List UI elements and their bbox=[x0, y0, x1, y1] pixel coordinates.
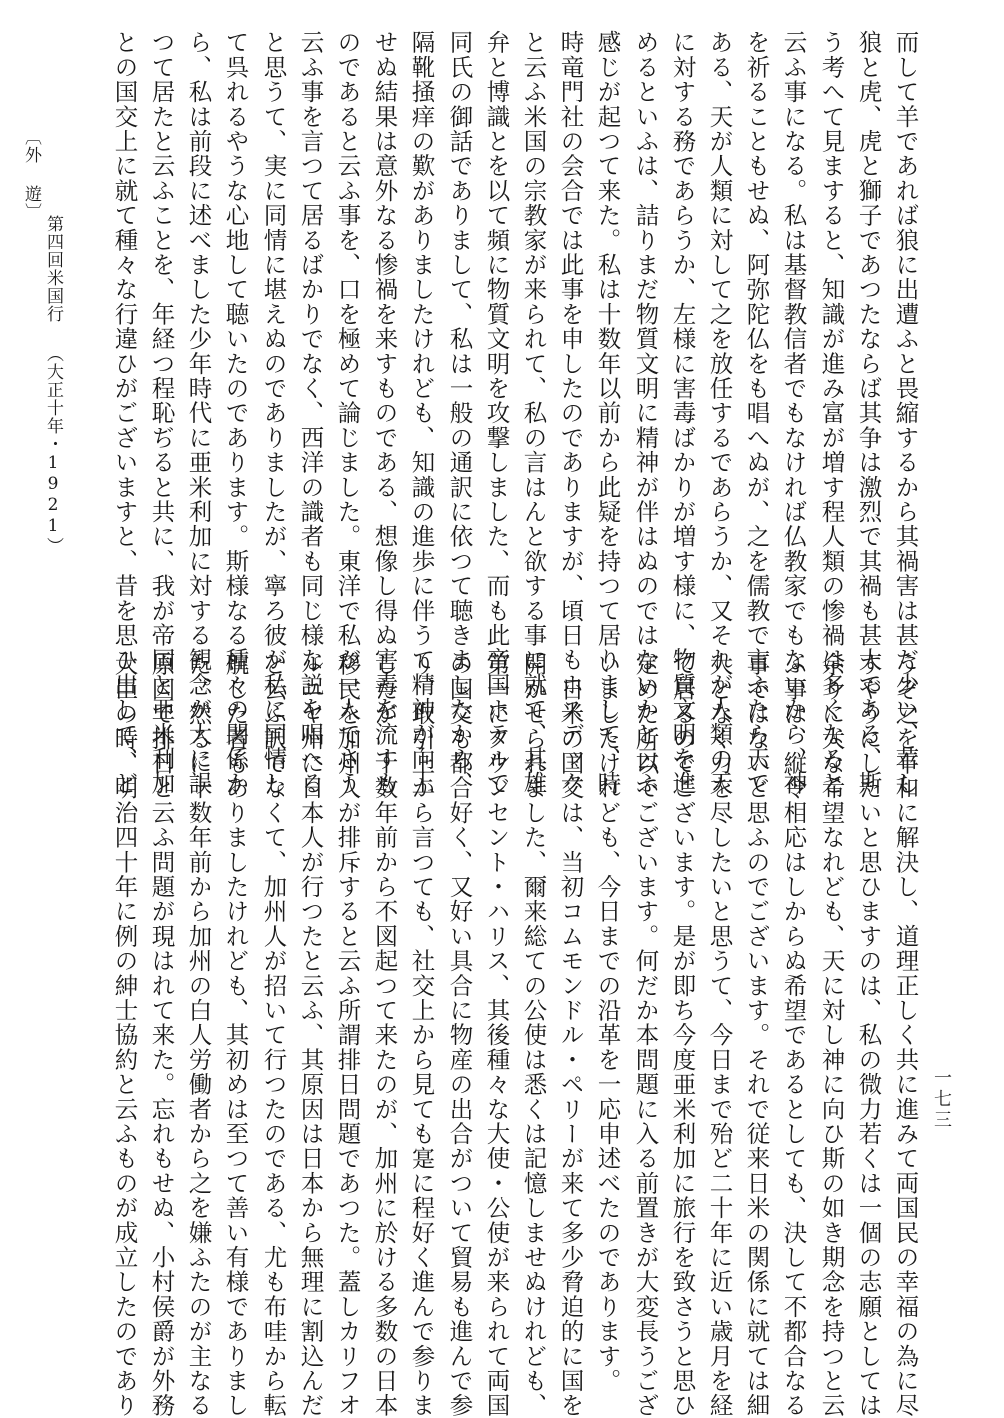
text-column: の国交も都合好く、又好い具合に物産の出合がついて貿易も進んで参 bbox=[445, 652, 474, 1418]
text-column: 而して羊であれば狼に出遭ふと畏縮するから其禍害は甚だ少い、若し bbox=[891, 30, 920, 796]
page-number: 一七三 bbox=[931, 1068, 952, 1131]
text-column: た。然るに十数年前から加州の白人労働者から之を嫌ふたのが主なる bbox=[184, 652, 213, 1418]
text-column: 大臣の時、明治四十年に例の紳士協約と云ふものが成立したのであり bbox=[110, 652, 139, 1418]
text-column: 感じが起つて来た。私は十数年以前から此疑を持つて居りまして、時 bbox=[593, 30, 622, 796]
text-column: 第一にタウンセント・ハリス、其後種々な大使・公使が来られて両国 bbox=[482, 652, 511, 1418]
running-header-year: （大正十年・1921） bbox=[43, 345, 63, 555]
text-column: 移民を加州人が排斥すると云ふ所謂排日問題であつた。蓋しカリフオ bbox=[333, 652, 362, 1418]
text-column: を祈ることもせぬ、阿弥陀仏をも唱へぬが、之を儒教で言ふたら天で bbox=[742, 30, 771, 796]
text-column: 弁と博識とを以て頻に物質文明を攻撃しました、而も此帝国ホテルで bbox=[482, 30, 511, 796]
text-column: 狼と虎、虎と獅子であつたならば其争は激烈で其禍も甚大である、斯 bbox=[854, 30, 883, 796]
text-column: 大となく力を尽したいと思うて、今日まで殆ど二十年に近い歳月を経 bbox=[705, 652, 734, 1418]
text-column: ふ事は、縦令相応はしからぬ希望であるとしても、決して不都合なる bbox=[779, 652, 808, 1418]
text-column: 定めた所以でございます。何だか本問題に入る前置きが大変長うござ bbox=[631, 652, 660, 1418]
text-column: めるといふは、詰りまだ物質文明に精神が伴はぬのではないかと云ふ bbox=[631, 30, 660, 796]
text-column: いましたけれども、今日までの沿革を一応申述べたのであります。 bbox=[593, 652, 622, 1393]
text-column: に対する務であらうか、左様に害毒ばかりが増す様に、物質文明を進 bbox=[668, 30, 697, 796]
text-column: ら、私は前段に述べました少年時代に亜米利加に対する観念が大に誤 bbox=[184, 30, 213, 796]
text-column: と云ふ米国の宗教家が来られて、私の言はんと欲する事に就て、其雄 bbox=[519, 30, 548, 796]
text-column: 同氏の御話でありまして、私は一般の通訳に依つて聴きましたから、 bbox=[445, 30, 474, 796]
text-column: 隔靴掻痒の歎がありましたけれども、知識の進歩に伴うて精神が向上 bbox=[407, 30, 436, 796]
text-column: 原因で排日と云ふ問題が現はれて来た。忘れもせぬ、小村侯爵が外務 bbox=[147, 652, 176, 1418]
text-column: う考へて見ますると、知識が進み富が増す程人類の惨禍は多くなると bbox=[817, 30, 846, 796]
text-column: のであると云ふ事を、口を極めて論じました。東洋で私が一人でさう bbox=[333, 30, 362, 796]
text-column: て呉れるやうな心地して聴いたのであります。斯様なる種々の関係か bbox=[221, 30, 250, 796]
text-column: 余りに大な希望なれども、天に対し神に向ひ斯の如き期念を持つと云 bbox=[817, 652, 846, 1418]
text-column: 開かせられました、爾来総ての公使は悉くは記憶しませぬけれども、 bbox=[519, 652, 548, 1418]
text-column: 事ではないと思ふのでございます。それで従来日米の関係に就ては細 bbox=[742, 652, 771, 1418]
text-column: つて居たと云ふことを、年経つ程恥ぢると共に、我が帝国と亜米利加 bbox=[147, 30, 176, 796]
text-column: うぞ之を平和に解決し、道理正しく共に進みて両国民の幸福の為に尽 bbox=[891, 652, 920, 1418]
text-column: との国交上に就て種々な行違ひがございますと、昔を思ひ出して、ど bbox=[110, 30, 139, 796]
text-column: と思うて、実に同情に堪えぬのでありましたが、寧ろ彼が私に同情し bbox=[259, 30, 288, 796]
text-column: り、取引上から言つても、社交上から見ても寔に程好く進んで参りま bbox=[407, 652, 436, 1418]
text-column: て居るのでございます。是が即ち今度亜米利加に旅行を致さうと思ひ bbox=[668, 652, 697, 1418]
text-column: 日米の国交は、当初コムモンドル・ペリーが来て多少脅迫的に国を bbox=[556, 652, 585, 1418]
text-column: 云ふ事を言つて居るばかりでなく、西洋の識者も同じ様な説を唱へる bbox=[296, 30, 325, 796]
running-header-section: 〔外 遊〕 bbox=[21, 128, 41, 221]
text-column: すやうにしたいと思ひますのは、私の微力若くは一個の志願としては bbox=[854, 652, 883, 1418]
running-header-chapter: 第四回米国行 bbox=[43, 215, 63, 323]
text-column: 航した者もありましたけれども、其初めは至つて善い有様でありまし bbox=[221, 652, 250, 1418]
text-column: したが、十数年前から不図起つて来たのが、加州に於ける多数の日本 bbox=[370, 652, 399, 1418]
text-column: ある、天が人類に対して之を放任するであらうか、又それが人類の天 bbox=[705, 30, 734, 796]
text-column: と云ふ訳でなくて、加州人が招いて行つたのである、尤も布哇から転 bbox=[259, 652, 288, 1418]
text-column: ルニヤ州に日本人が行つたと云ふ、其原因は日本から無理に割込んだ bbox=[296, 652, 325, 1418]
text-column: せぬ結果は意外なる惨禍を来すものである、想像し得ぬ害毒を流すも bbox=[370, 30, 399, 796]
text-column: 云ふ事になる。私は基督教信者でもなければ仏教家でもないから、神 bbox=[779, 30, 808, 796]
text-column: 時竜門社の会合では此事を申したのでありますが、頃日もホスデック bbox=[556, 30, 585, 796]
